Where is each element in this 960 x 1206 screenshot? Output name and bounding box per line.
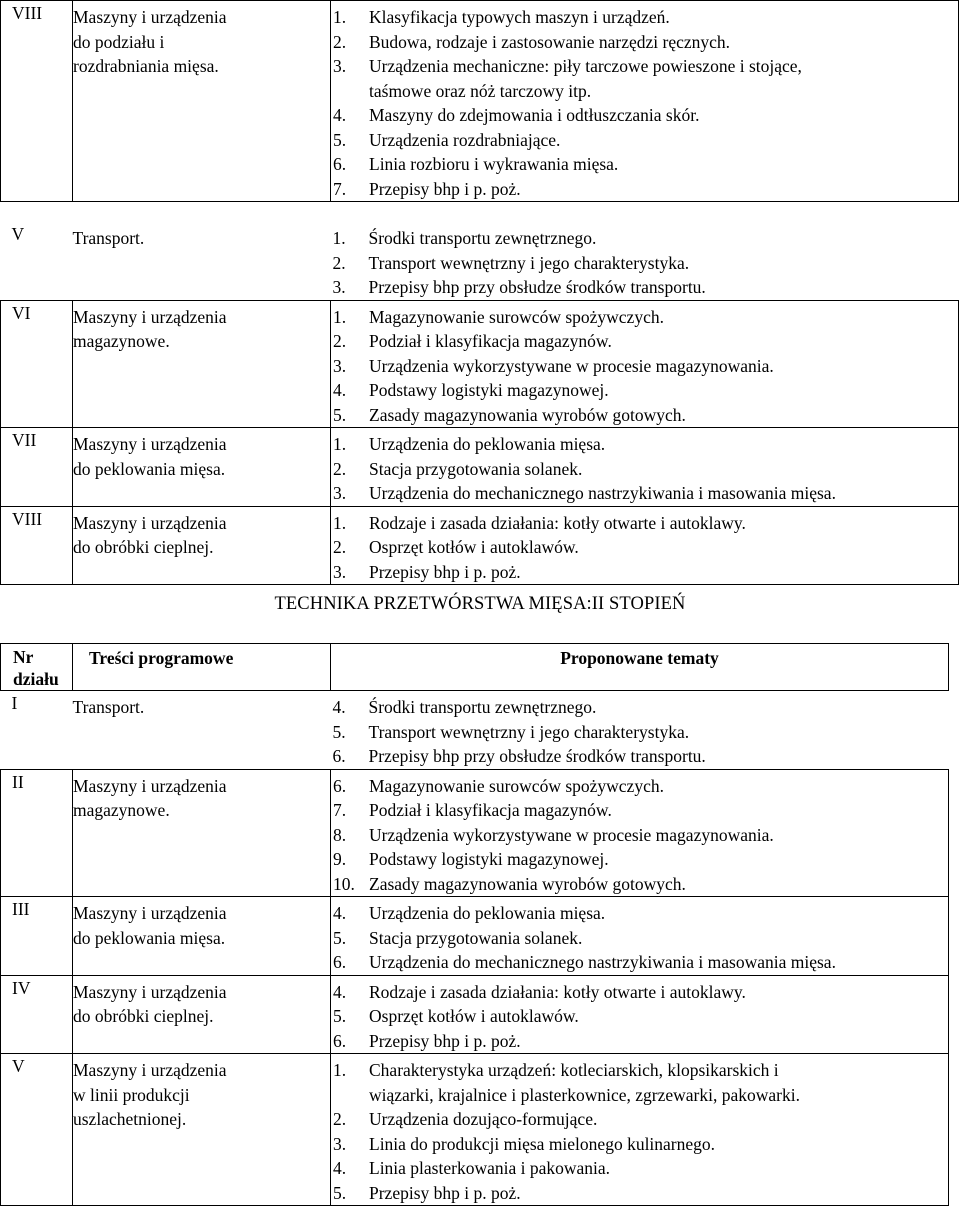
topic-text-line: Magazynowanie surowców spożywczych.	[369, 775, 664, 796]
topic-item	[333, 798, 948, 823]
topic-item	[333, 872, 948, 897]
topic-text	[369, 354, 774, 379]
topics-list	[331, 897, 949, 976]
section-name-line: do peklowania mięsa.	[73, 458, 226, 479]
topic-item	[333, 275, 959, 300]
section-name-line: Maszyny i urządzenia	[73, 512, 227, 533]
topic-text	[369, 744, 706, 769]
topic-number: 4.	[333, 903, 347, 923]
topic-text	[369, 403, 686, 428]
section-name-line: do obróbki cieplnej.	[73, 537, 214, 557]
topic-text-line: Zasady magazynowania wyrobów gotowych.	[369, 404, 686, 425]
topics-list	[331, 1054, 949, 1206]
section-name-line: do obróbki cieplnej.	[73, 1006, 214, 1026]
section-number: III	[1, 897, 73, 976]
header-nr-line1: Nr	[13, 647, 34, 667]
topic-number: 4.	[333, 105, 347, 125]
section-number: VII	[1, 428, 73, 507]
table-row	[1, 506, 959, 585]
topic-number: 4.	[333, 380, 347, 400]
topic-text-line: Budowa, rodzaje i zastosowanie narzędzi ręcznych.	[369, 31, 731, 52]
topic-item	[333, 432, 958, 457]
topic-text	[369, 847, 609, 872]
topic-text-line: Urządzenia wykorzystywane w procesie magazynowania.	[369, 355, 774, 376]
topic-text	[369, 1004, 579, 1029]
topic-item	[333, 403, 958, 428]
topic-text-line: Transport wewnętrzny i jego charakterystyka.	[368, 721, 690, 742]
topic-text	[369, 1058, 800, 1107]
header-topics: Proponowane tematy	[331, 644, 949, 691]
section-title: TECHNIKA PRZETWÓRSTWA MIĘSA:II STOPIEŃ	[274, 594, 686, 614]
topic-text-line: Linia rozbioru i wykrawania mięsa.	[369, 154, 619, 174]
section-name	[73, 975, 331, 1054]
section-name	[73, 769, 331, 897]
topic-number: 3.	[333, 561, 347, 582]
topic-number: 6.	[332, 746, 346, 766]
section-name-line: do podziału i	[73, 31, 165, 52]
topic-item	[333, 847, 948, 872]
section-number: IV	[1, 975, 73, 1054]
section-name	[73, 691, 331, 770]
topic-number: 3.	[332, 277, 346, 297]
topic-text	[369, 305, 664, 330]
section-name-line: Maszyny i urządzenia	[73, 306, 227, 327]
section-number: II	[1, 769, 73, 897]
topic-item	[333, 1058, 948, 1107]
topic-text	[369, 457, 582, 482]
topic-text-line: Urządzenia mechaniczne: piły tarczowe powieszone i stojące,	[369, 56, 802, 76]
topic-text-line: Przepisy bhp przy obsłudze środków transportu.	[368, 277, 706, 297]
topic-text	[369, 481, 836, 506]
topic-number: 3.	[333, 483, 347, 503]
topic-text	[369, 823, 774, 848]
topic-text	[369, 177, 521, 202]
topic-number: 4.	[333, 1158, 347, 1178]
section-name	[73, 300, 331, 428]
topic-number: 8.	[333, 824, 347, 845]
topics-list	[331, 222, 959, 300]
table-row	[1, 1, 959, 202]
section-name	[73, 428, 331, 507]
table-header-row	[1, 644, 949, 691]
topic-item	[333, 511, 958, 536]
section-name	[73, 506, 331, 585]
table-row	[1, 1054, 949, 1206]
topic-text-line: Podział i klasyfikacja magazynów.	[369, 800, 612, 820]
topic-text-line: Charakterystyka urządzeń: kotleciarskich, klopsikarskich i	[369, 1060, 779, 1080]
topic-number: 4.	[333, 981, 347, 1002]
topic-item	[333, 329, 958, 354]
topic-number: 6.	[333, 952, 347, 972]
section-name	[73, 897, 331, 976]
row-gap	[1, 202, 959, 223]
topic-text	[369, 432, 605, 457]
topic-text-line: Podział i klasyfikacja magazynów.	[369, 331, 612, 351]
section-number: I	[1, 691, 73, 770]
topic-text-line: Osprzęt kotłów i autoklawów.	[369, 1006, 579, 1026]
section-name-line: Maszyny i urządzenia	[73, 775, 227, 796]
topic-number: 5.	[332, 721, 346, 742]
topic-text	[369, 798, 612, 823]
topic-text	[369, 378, 609, 403]
topic-number: 7.	[333, 178, 347, 199]
topic-item	[333, 980, 948, 1005]
section-name	[73, 1, 331, 202]
topic-text	[369, 511, 746, 536]
topics-list	[331, 1, 959, 202]
section-name-line: w linii produkcji	[73, 1084, 190, 1105]
topic-number: 3.	[333, 1133, 347, 1154]
program-table-second	[0, 643, 949, 1206]
topic-number: 10.	[333, 873, 355, 894]
table-row	[1, 691, 949, 770]
topic-item	[333, 457, 958, 482]
topic-number: 2.	[333, 458, 347, 479]
topic-text-line: Przepisy bhp i p. poż.	[369, 561, 521, 582]
section-name	[73, 222, 331, 300]
header-nr-line2: działu	[13, 669, 59, 689]
topic-number: 3.	[333, 355, 347, 376]
topic-item	[333, 1132, 948, 1157]
topic-item	[333, 5, 958, 30]
topic-text	[369, 329, 612, 354]
topic-number: 2.	[332, 252, 346, 273]
section-name-line: magazynowe.	[73, 800, 170, 820]
section-name-line: Transport.	[72, 228, 145, 248]
topic-text	[369, 1029, 521, 1054]
topic-item	[333, 152, 958, 177]
topic-text-line: Linia do produkcji mięsa mielonego kulinarnego.	[369, 1133, 716, 1154]
topic-number: 3.	[333, 56, 347, 76]
topic-item	[333, 251, 959, 276]
topic-text	[369, 926, 582, 951]
table-row	[1, 897, 949, 976]
topic-number: 1.	[333, 512, 347, 533]
topic-item	[333, 1107, 948, 1132]
topic-text	[369, 872, 686, 897]
topic-text	[369, 103, 699, 128]
topic-number: 1.	[333, 7, 347, 27]
topic-text-line: Urządzenia do peklowania mięsa.	[369, 434, 606, 454]
topic-number: 2.	[333, 1109, 347, 1129]
topic-text-line: Przepisy bhp przy obsłudze środków transportu.	[368, 746, 706, 766]
topic-item	[333, 354, 958, 379]
topic-text-line: Transport wewnętrzny i jego charakterystyka.	[368, 252, 690, 273]
topic-text-line: Rodzaje i zasada działania: kotły otwarte i autoklawy.	[369, 512, 746, 533]
table-row	[1, 300, 959, 428]
topic-text-line: Środki transportu zewnętrznego.	[368, 697, 597, 717]
topic-item	[333, 481, 958, 506]
program-table-first	[0, 0, 959, 585]
topic-number: 6.	[333, 775, 347, 796]
topic-item	[333, 560, 958, 585]
topic-text-line: Stacja przygotowania solanek.	[369, 458, 583, 479]
topic-text	[369, 152, 618, 177]
section-number: V	[1, 1054, 73, 1206]
topic-number: 1.	[333, 434, 347, 454]
row-gap-cell	[1, 202, 959, 223]
topic-number: 4.	[332, 697, 346, 717]
topic-text	[369, 128, 560, 153]
topic-item	[333, 305, 958, 330]
section-number: VIII	[1, 1, 73, 202]
topics-list	[331, 506, 959, 585]
topics-list	[331, 300, 959, 428]
topics-list	[331, 769, 949, 897]
topic-text-line: Urządzenia do mechanicznego nastrzykiwania i masowania mięsa.	[369, 483, 836, 503]
section-name-line: do peklowania mięsa.	[73, 927, 226, 948]
topic-item	[333, 823, 948, 848]
table-row	[1, 769, 949, 897]
topic-item	[333, 177, 958, 202]
topic-number: 1.	[333, 306, 347, 327]
topic-text-line: Przepisy bhp i p. poż.	[369, 1182, 521, 1203]
topic-text-line: Podstawy logistyki magazynowej.	[369, 380, 609, 400]
topic-text	[369, 720, 690, 745]
topic-item	[333, 535, 958, 560]
topic-text-line: taśmowe oraz nóż tarczowy itp.	[369, 80, 592, 101]
topic-item	[333, 378, 958, 403]
topic-number: 2.	[333, 331, 347, 351]
section-number: VIII	[1, 506, 73, 585]
section-name-line: Maszyny i urządzenia	[73, 1060, 227, 1080]
topic-text-line: Magazynowanie surowców spożywczych.	[369, 306, 664, 327]
section-name-line: Maszyny i urządzenia	[73, 981, 227, 1002]
topic-text	[369, 535, 579, 560]
topic-item	[333, 950, 948, 975]
topic-text	[369, 251, 690, 276]
table-row	[1, 975, 949, 1054]
topic-number: 6.	[333, 154, 347, 174]
topic-item	[333, 1004, 948, 1029]
topic-text	[369, 950, 836, 975]
section-name-line: Maszyny i urządzenia	[73, 7, 227, 27]
topic-item	[333, 695, 949, 720]
topic-item	[333, 226, 959, 251]
topic-number: 2.	[333, 31, 347, 52]
table-row	[1, 222, 959, 300]
topic-text-line: Zasady magazynowania wyrobów gotowych.	[369, 873, 686, 894]
topic-text	[369, 1107, 597, 1132]
topic-item	[333, 30, 958, 55]
topic-text-line: Rodzaje i zasada działania: kotły otwarte i autoklawy.	[369, 981, 746, 1002]
topic-text	[369, 226, 597, 251]
topic-text-line: Maszyny do zdejmowania i odtłuszczania skór.	[369, 105, 700, 125]
topic-item	[333, 901, 948, 926]
header-content: Treści programowe	[73, 644, 331, 691]
topics-list	[331, 691, 949, 770]
topic-text	[369, 275, 706, 300]
topic-item	[333, 103, 958, 128]
topic-number: 6.	[333, 1030, 347, 1051]
topic-text-line: Linia plasterkowania i pakowania.	[369, 1158, 611, 1178]
topic-item	[333, 128, 958, 153]
topic-text	[369, 560, 521, 585]
topic-item	[333, 1156, 948, 1181]
topic-text	[369, 1181, 521, 1206]
topic-text	[369, 1156, 610, 1181]
topic-item	[333, 1029, 948, 1054]
section-name-line: magazynowe.	[73, 331, 170, 351]
topics-list	[331, 428, 959, 507]
topic-number: 5.	[333, 927, 347, 948]
topic-text	[369, 980, 746, 1005]
section-name-line: Maszyny i urządzenia	[73, 434, 227, 454]
topic-item	[333, 720, 949, 745]
topic-text	[369, 30, 730, 55]
topic-text	[369, 5, 670, 30]
topic-item	[333, 54, 958, 103]
topic-text	[369, 1132, 715, 1157]
topic-number: 1.	[332, 228, 346, 248]
topic-number: 9.	[333, 849, 347, 869]
table-row	[1, 428, 959, 507]
topic-text-line: Klasyfikacja typowych maszyn i urządzeń.	[369, 7, 670, 27]
topic-number: 1.	[333, 1060, 347, 1080]
topic-number: 2.	[333, 537, 347, 557]
topic-text-line: Podstawy logistyki magazynowej.	[369, 849, 609, 869]
topic-text-line: Urządzenia rozdrabniające.	[369, 129, 561, 150]
topic-text-line: Urządzenia do peklowania mięsa.	[369, 903, 606, 923]
topic-number: 5.	[333, 404, 347, 425]
section-number: V	[11, 224, 25, 244]
section-name-line: Maszyny i urządzenia	[73, 903, 227, 923]
topics-list	[331, 975, 949, 1054]
topic-text-line: Urządzenia do mechanicznego nastrzykiwania i masowania mięsa.	[369, 952, 836, 972]
topic-text	[369, 695, 597, 720]
topic-text-line: Przepisy bhp i p. poż.	[369, 178, 521, 199]
topic-text-line: Urządzenia dozująco-formujące.	[369, 1109, 598, 1129]
topic-text-line: Stacja przygotowania solanek.	[369, 927, 583, 948]
topic-text-line: Przepisy bhp i p. poż.	[369, 1030, 521, 1051]
section-number: VI	[1, 300, 73, 428]
section-name-line: uszlachetnionej.	[73, 1109, 187, 1129]
section-name	[73, 1054, 331, 1206]
section-name-line: Transport.	[72, 697, 145, 717]
topic-text	[369, 774, 664, 799]
topic-text-line: wiązarki, krajalnice i plasterkownice, zgrzewarki, pakowarki.	[369, 1084, 800, 1105]
topic-text-line: Osprzęt kotłów i autoklawów.	[369, 537, 579, 557]
topic-text-line: Środki transportu zewnętrznego.	[368, 228, 597, 248]
topic-number: 7.	[333, 800, 347, 820]
topic-item	[333, 1181, 948, 1206]
header-nr	[1, 644, 73, 691]
section-name-line: rozdrabniania mięsa.	[73, 56, 219, 76]
topic-item	[333, 744, 949, 769]
topic-item	[333, 774, 948, 799]
topic-number: 5.	[333, 1182, 347, 1203]
topic-text	[369, 54, 802, 103]
topic-number: 5.	[333, 1006, 347, 1026]
topic-item	[333, 926, 948, 951]
topic-number: 5.	[333, 129, 347, 150]
topic-text-line: Urządzenia wykorzystywane w procesie magazynowania.	[369, 824, 774, 845]
topic-text	[369, 901, 605, 926]
